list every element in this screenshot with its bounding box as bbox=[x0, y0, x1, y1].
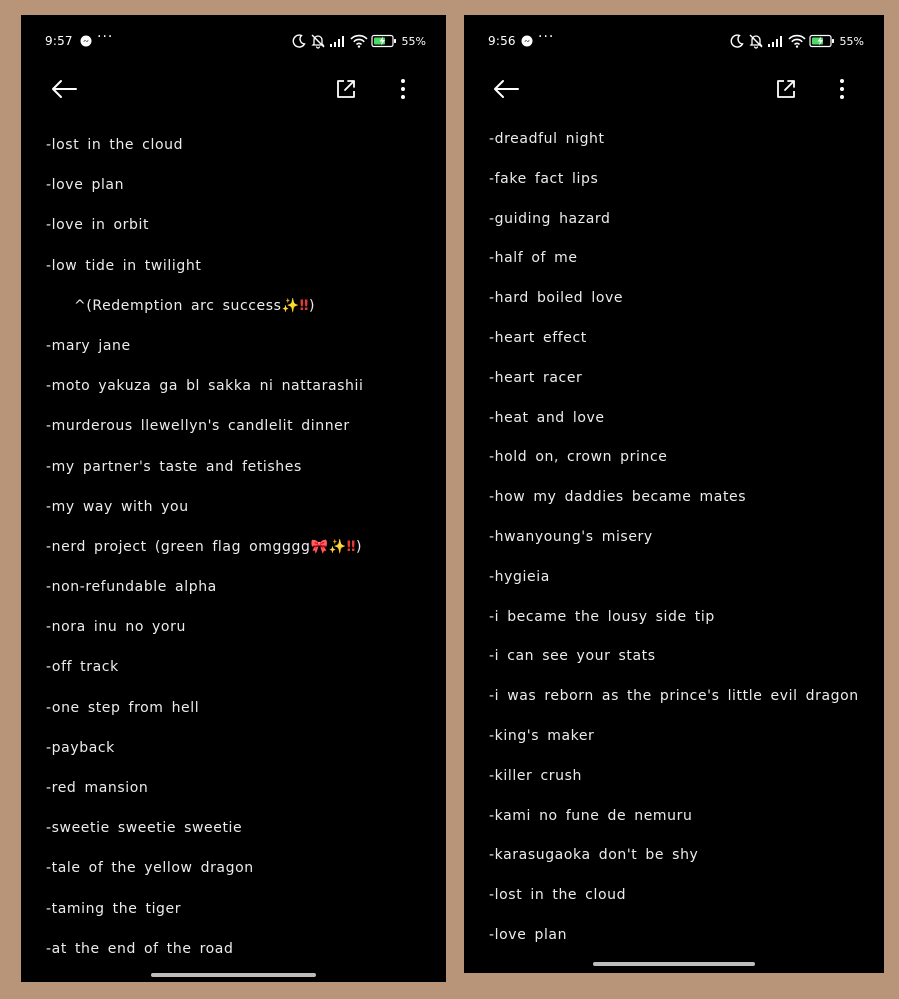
status-bar bbox=[21, 15, 446, 67]
list-item: -non-refundable alpha bbox=[46, 579, 217, 596]
battery-charging-icon bbox=[371, 34, 397, 48]
list-item: -nora inu no yoru bbox=[46, 619, 186, 636]
battery-percent: 55% bbox=[401, 34, 426, 48]
open-external-icon[interactable] bbox=[772, 75, 800, 103]
list-item: -my partner's taste and fetishes bbox=[46, 458, 302, 475]
list-item: -i was reborn as the prince's little evil dragon bbox=[489, 688, 859, 705]
list-item: -love plan bbox=[489, 926, 568, 943]
note-toolbar bbox=[21, 67, 446, 111]
list-item: -at the end of the road bbox=[46, 940, 234, 957]
list-item: -dreadful night bbox=[489, 131, 605, 147]
list-item: -guiding hazard bbox=[489, 210, 611, 227]
wifi-icon bbox=[788, 34, 806, 48]
list-item: -my way with you bbox=[46, 498, 189, 515]
list-item: -fake fact lips bbox=[489, 170, 599, 187]
sparkles-icon: ✨ bbox=[328, 538, 347, 555]
list-item: -payback bbox=[46, 739, 115, 756]
status-time: 9:56 bbox=[488, 34, 516, 48]
list-item: -heart racer bbox=[489, 369, 583, 386]
home-indicator[interactable] bbox=[151, 973, 316, 977]
list-item: -tale of the yellow dragon bbox=[46, 860, 254, 877]
battery-charging-icon bbox=[809, 34, 835, 48]
close-paren: ) bbox=[355, 538, 363, 555]
list-item: -killer crush bbox=[489, 767, 582, 784]
list-item: -king's maker bbox=[489, 727, 595, 744]
list-item: -i can see your stats bbox=[489, 648, 656, 665]
messenger-icon bbox=[521, 35, 533, 47]
signal-icon bbox=[329, 34, 347, 48]
notification-overflow: ··· bbox=[538, 29, 555, 45]
more-vertical-icon[interactable] bbox=[389, 75, 417, 103]
back-arrow-icon[interactable] bbox=[50, 75, 78, 103]
list-item: -low tide in twilight bbox=[46, 257, 202, 274]
status-bar bbox=[464, 15, 884, 67]
list-item: -i became the lousy side tip bbox=[489, 608, 715, 625]
list-item: -murderous llewellyn's candlelit dinner bbox=[46, 418, 350, 435]
list-item: -heart effect bbox=[489, 329, 587, 346]
home-indicator[interactable] bbox=[593, 962, 755, 966]
status-time: 9:57 bbox=[45, 34, 73, 48]
note-list bbox=[489, 120, 859, 956]
list-item: -hard boiled love bbox=[489, 290, 624, 307]
sparkles-icon: ✨ bbox=[281, 297, 300, 314]
list-item bbox=[46, 527, 363, 567]
list-item: -lost in the cloud bbox=[46, 137, 184, 153]
list-item: -off track bbox=[46, 659, 119, 676]
messenger-icon bbox=[80, 35, 92, 47]
list-item: -red mansion bbox=[46, 780, 149, 796]
list-item-text: -nerd project (green flag omgggg bbox=[46, 538, 311, 555]
list-item: -hold on, crown prince bbox=[489, 449, 668, 466]
bell-muted-icon bbox=[748, 33, 764, 49]
note-list bbox=[46, 125, 363, 969]
list-item: -taming the tiger bbox=[46, 900, 182, 917]
double-exclamation-icon: ‼ bbox=[299, 297, 309, 314]
wifi-icon bbox=[350, 34, 368, 48]
list-item: -moto yakuza ga bl sakka ni nattarashii bbox=[46, 378, 364, 395]
list-item: -heat and love bbox=[489, 409, 605, 426]
list-item: -half of me bbox=[489, 250, 578, 267]
list-item: -hygieia bbox=[489, 568, 550, 585]
note-toolbar bbox=[464, 67, 884, 111]
list-item: -karasugaoka don't be shy bbox=[489, 847, 699, 864]
battery-percent: 55% bbox=[839, 34, 864, 48]
list-item: -love in orbit bbox=[46, 217, 150, 234]
back-arrow-icon[interactable] bbox=[492, 75, 520, 103]
bell-muted-icon bbox=[310, 33, 326, 49]
more-vertical-icon[interactable] bbox=[828, 75, 856, 103]
status-icons bbox=[729, 31, 864, 51]
ribbon-icon: 🎀 bbox=[310, 538, 329, 555]
list-item-text: ^(Redemption arc success bbox=[74, 297, 282, 314]
right-screenshot bbox=[464, 15, 884, 973]
list-item: -sweetie sweetie sweetie bbox=[46, 820, 243, 837]
list-item: -love plan bbox=[46, 177, 125, 194]
moon-icon bbox=[729, 33, 745, 49]
list-item bbox=[46, 286, 363, 326]
list-item: -mary jane bbox=[46, 337, 131, 354]
list-item: -lost in the cloud bbox=[489, 887, 627, 904]
status-icons bbox=[291, 31, 426, 51]
open-external-icon[interactable] bbox=[332, 75, 360, 103]
double-exclamation-icon: ‼ bbox=[346, 538, 356, 555]
moon-icon bbox=[291, 33, 307, 49]
notification-overflow: ··· bbox=[97, 29, 114, 45]
left-screenshot bbox=[21, 15, 446, 982]
signal-icon bbox=[767, 34, 785, 48]
list-item: -kami no fune de nemuru bbox=[489, 807, 693, 824]
close-paren: ) bbox=[308, 297, 316, 314]
list-item: -one step from hell bbox=[46, 699, 200, 716]
list-item: -how my daddies became mates bbox=[489, 489, 747, 506]
list-item: -hwanyoung's misery bbox=[489, 528, 653, 545]
